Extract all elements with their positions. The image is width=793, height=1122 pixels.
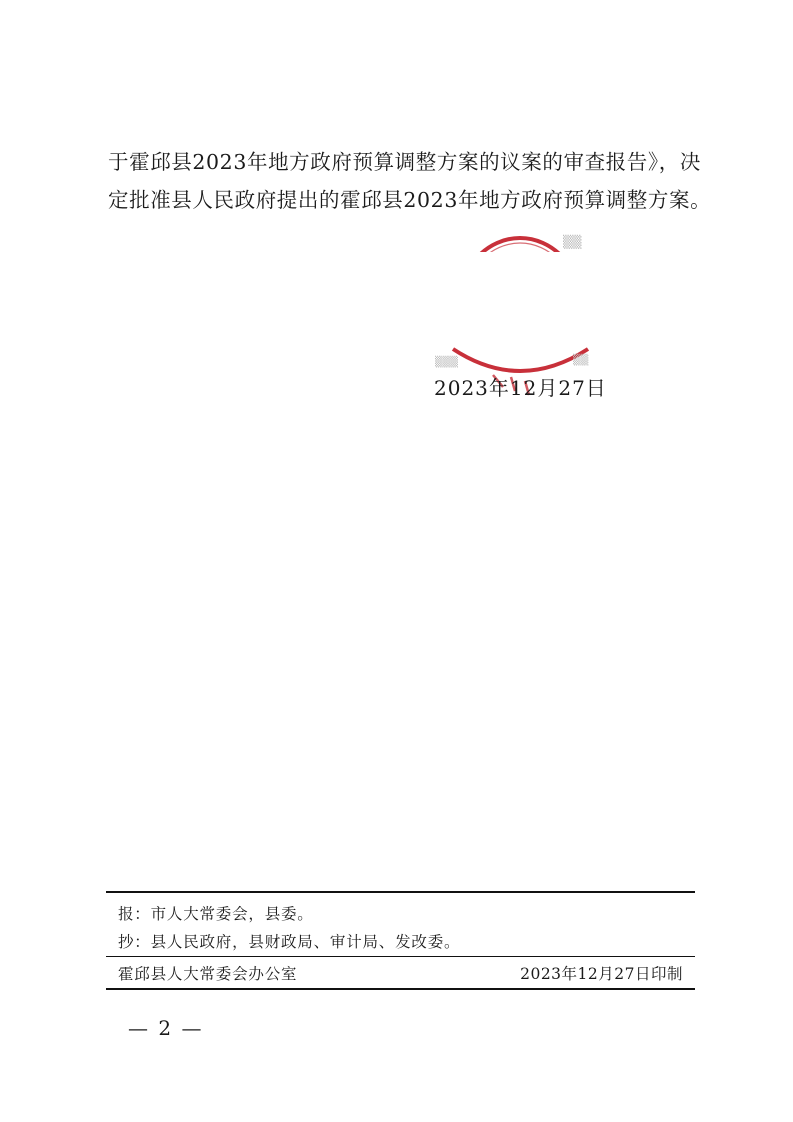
issuing-office: 霍邱县人大常委会办公室 xyxy=(118,965,298,983)
footer-divider-bottom xyxy=(106,988,695,990)
footer-divider-top xyxy=(106,891,695,893)
svg-text:▒▒▒: ▒▒▒ xyxy=(435,357,459,368)
page-number: — 2 — xyxy=(128,1016,204,1040)
copy-to-line: 抄：县人民政府，县财政局、审计局、发改委。 xyxy=(118,933,461,951)
printed-date: 2023年12月27日印制 xyxy=(520,965,683,983)
svg-text:▒▒: ▒▒ xyxy=(573,355,589,366)
report-to-line: 报：市人大常委会，县委。 xyxy=(118,905,314,923)
body-text xyxy=(108,143,712,219)
footer-divider-middle xyxy=(106,956,695,957)
body-line-1: 于霍邱县2023年地方政府预算调整方案的议案的审查报告》，决 xyxy=(108,150,701,174)
issue-date: 2023年12月27日 xyxy=(434,376,607,400)
body-line-2: 定批准县人民政府提出的霍邱县2023年地方政府预算调整方案。 xyxy=(108,188,712,212)
svg-text:▒▒: ▒▒ xyxy=(563,235,582,249)
official-seal-top xyxy=(433,230,608,252)
